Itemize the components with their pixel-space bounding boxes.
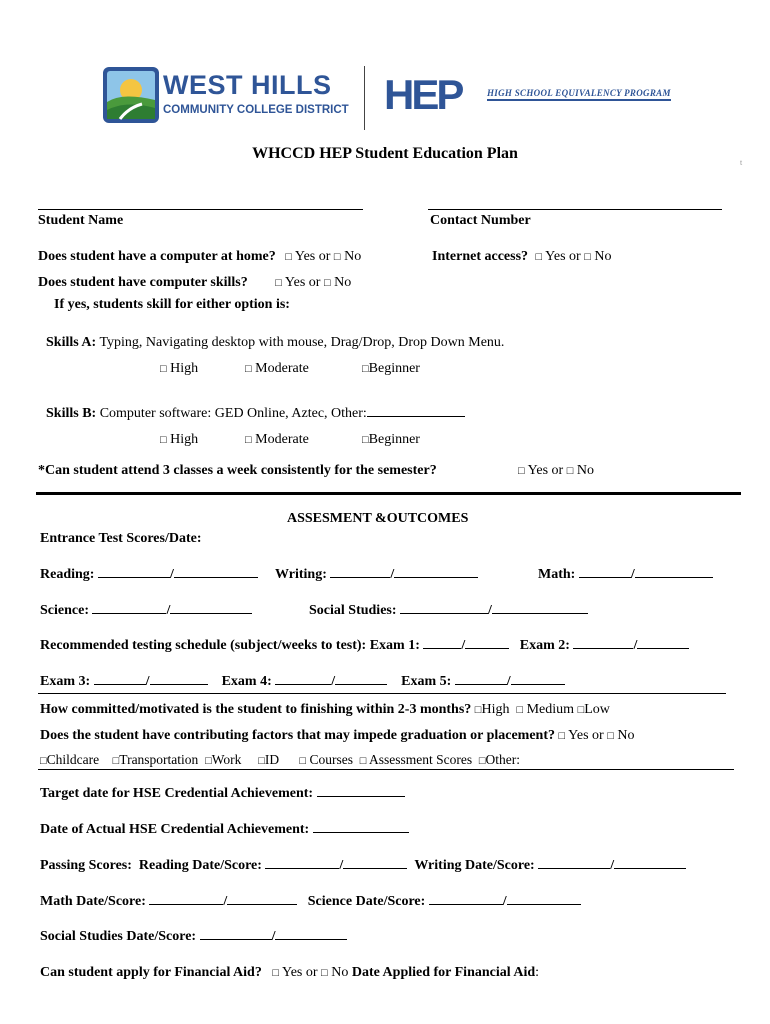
computer-home-row: [38, 249, 361, 265]
exam1-subject-field[interactable]: [423, 648, 461, 649]
writing-row: [275, 567, 478, 583]
logo-name-line2: COMMUNITY COLLEGE DISTRICT: [163, 104, 349, 116]
level-label: Low: [584, 702, 610, 717]
yes-or-label: Yes or: [527, 463, 564, 478]
skills-b-label: Skills B:: [46, 406, 97, 421]
no-label: No: [334, 275, 352, 290]
no-label: No: [576, 463, 594, 478]
level-label: High: [481, 702, 510, 717]
science-row: [40, 603, 252, 619]
science-score-field[interactable]: [92, 613, 166, 614]
hep-program-name: HIGH SCHOOL EQUIVALENCY PROGRAM: [487, 88, 671, 101]
hep-logo: HEP: [384, 71, 462, 118]
computer-home-question: Does student have a computer at home?: [38, 249, 276, 264]
rec-schedule-row: [40, 638, 689, 654]
slash: /: [488, 603, 492, 618]
entrance-label: Entrance Test Scores/Date:: [40, 531, 202, 546]
reading-row: [40, 567, 258, 583]
math-score-field[interactable]: [227, 904, 297, 905]
slash: /: [633, 638, 638, 653]
skills-a-high-option[interactable]: [160, 361, 198, 377]
committed-row: [40, 702, 610, 718]
math-score-field[interactable]: [579, 577, 631, 578]
skills-b-other-field[interactable]: [367, 416, 465, 417]
student-name-line[interactable]: [38, 209, 363, 210]
slash: /: [169, 567, 174, 582]
west-hills-logo-icon: [102, 66, 160, 124]
science-label: Science:: [40, 603, 89, 618]
checkbox[interactable]: □: [160, 434, 167, 446]
science-ds-label: Science Date/Score:: [307, 894, 426, 909]
level-label: Beginner: [368, 361, 420, 376]
writing-label: Writing:: [275, 567, 327, 582]
math-date-field[interactable]: [149, 904, 223, 905]
reading-score-field[interactable]: [343, 868, 407, 869]
factor-label: Transportation: [119, 752, 199, 767]
divider-line: [38, 769, 734, 770]
factor-label: Other:: [485, 752, 521, 767]
target-date-row: [40, 786, 405, 802]
factor-label: Assessment Scores: [369, 752, 473, 767]
checkbox-attend-yes[interactable]: □: [518, 465, 525, 477]
level-label: Moderate: [255, 432, 309, 447]
factor-label: ID: [264, 752, 280, 767]
contact-number-label: Contact Number: [430, 213, 531, 228]
slash: /: [390, 567, 395, 582]
writing-score-field[interactable]: [614, 868, 686, 869]
skills-a-text: Typing, Navigating desktop with mouse, Drag/Drop, Drop Down Menu.: [99, 335, 505, 350]
checkbox[interactable]: □: [245, 363, 252, 375]
internet-question: Internet access?: [432, 249, 529, 264]
internet-row: [432, 249, 612, 265]
checkbox-computer-no[interactable]: □: [333, 251, 341, 263]
writing-date-field[interactable]: [394, 577, 478, 578]
skills-a-beginner-option[interactable]: [362, 361, 420, 377]
skills-question: Does student have computer skills?: [38, 275, 248, 290]
skills-a-label: Skills A:: [46, 335, 97, 350]
no-label: No: [617, 728, 635, 743]
checkbox-skills-yes[interactable]: □: [275, 277, 282, 289]
exam2-subject-field[interactable]: [573, 648, 633, 649]
exam3-weeks-field[interactable]: [150, 684, 208, 685]
yes-or-label: Yes or: [545, 249, 581, 264]
slash: /: [145, 674, 150, 689]
level-label: Moderate: [255, 361, 309, 376]
social-label: Social Studies:: [309, 603, 397, 618]
reading-ds-label: Reading Date/Score:: [138, 858, 262, 873]
no-label: No: [331, 965, 349, 980]
exam-row-2: [40, 674, 565, 690]
actual-date-field[interactable]: [313, 832, 409, 833]
checkbox-computer-yes[interactable]: □: [285, 251, 292, 263]
slash: /: [166, 603, 171, 618]
attend-question: *Can student attend 3 classes a week consistently for the semester?: [38, 463, 437, 478]
checkbox-committed-high[interactable]: □: [474, 704, 482, 716]
factors-row: [40, 728, 634, 744]
exam3-label: Exam 3:: [40, 674, 91, 689]
attend-answer: [518, 463, 594, 479]
target-date-field[interactable]: [317, 796, 405, 797]
checkbox-work[interactable]: □: [205, 755, 212, 767]
level-label: High: [170, 432, 199, 447]
reading-label: Reading:: [40, 567, 95, 582]
social-date-field[interactable]: [492, 613, 588, 614]
yes-or-label: Yes or: [294, 249, 331, 264]
slash: /: [271, 929, 276, 944]
checkbox-finaid-no[interactable]: □: [321, 967, 328, 979]
exam2-label: Exam 2:: [519, 638, 570, 653]
checkbox-id[interactable]: □: [258, 755, 265, 767]
page-title: WHCCD HEP Student Education Plan: [252, 145, 518, 162]
exam5-weeks-field[interactable]: [511, 684, 565, 685]
writing-score-field[interactable]: [330, 577, 390, 578]
checkbox-attend-no[interactable]: □: [566, 465, 574, 477]
financial-aid-date-label: Date Applied for Financial Aid: [351, 965, 536, 980]
math-label: Math:: [538, 567, 576, 582]
factor-label: Work: [211, 752, 242, 767]
reading-score-field[interactable]: [98, 577, 170, 578]
checkbox-internet-no[interactable]: □: [584, 251, 591, 263]
section-title: ASSESMENT &OUTCOMES: [287, 511, 469, 526]
corner-mark: t: [740, 158, 743, 167]
passing-scores-label: Passing Scores:: [40, 858, 132, 873]
exam1-weeks-field[interactable]: [465, 648, 509, 649]
no-label: No: [594, 249, 612, 264]
actual-date-label: Date of Actual HSE Credential Achievement:: [40, 822, 310, 837]
slash: /: [223, 894, 228, 909]
factors-options: [40, 752, 520, 768]
exam1-label: Exam 1:: [369, 638, 420, 653]
checkbox-other[interactable]: □: [478, 755, 486, 767]
divider-line: [38, 693, 726, 694]
checkbox-internet-yes[interactable]: □: [535, 251, 543, 263]
social-score-field[interactable]: [275, 939, 347, 940]
skills-if-yes: If yes, students skill for either option is:: [54, 297, 290, 312]
skills-b-high-option[interactable]: [160, 432, 198, 448]
math-date-field[interactable]: [635, 577, 713, 578]
exam3-subject-field[interactable]: [94, 684, 146, 685]
factors-question: Does the student have contributing factors that may impede graduation or placement?: [40, 728, 555, 743]
slash: /: [461, 638, 466, 653]
yes-or-label: Yes or: [568, 728, 604, 743]
social-row: [309, 603, 588, 619]
skills-row: [38, 275, 351, 291]
factor-label: Courses: [309, 752, 353, 767]
social-date-field[interactable]: [200, 939, 272, 940]
no-label: No: [344, 249, 362, 264]
skills-b-text: Computer software: GED Online, Aztec, Other:: [99, 406, 367, 421]
slash: /: [630, 567, 635, 582]
level-label: Medium: [526, 702, 575, 717]
checkbox[interactable]: □: [160, 363, 167, 375]
checkbox[interactable]: □: [245, 434, 252, 446]
social-ds-label: Social Studies Date/Score:: [40, 929, 197, 944]
colon: :: [535, 965, 540, 980]
slash: /: [506, 674, 511, 689]
social-score-field[interactable]: [400, 613, 488, 614]
checkbox[interactable]: □: [362, 434, 369, 446]
math-science-row: [40, 894, 581, 910]
skills-b-row: [46, 406, 465, 422]
factor-label: Childcare: [46, 752, 100, 767]
checkbox[interactable]: □: [362, 363, 369, 375]
actual-date-row: [40, 822, 409, 838]
section-divider: [36, 492, 741, 495]
financial-aid-row: [40, 965, 539, 981]
passing-scores-row: [40, 858, 686, 874]
yes-or-label: Yes or: [282, 965, 318, 980]
skills-a-moderate-option[interactable]: [245, 361, 309, 377]
exam5-label: Exam 5:: [401, 674, 452, 689]
logo-name-line1: WEST HILLS: [163, 70, 332, 100]
slash: /: [331, 674, 336, 689]
slash: /: [502, 894, 507, 909]
science-score-field[interactable]: [507, 904, 581, 905]
exam2-weeks-field[interactable]: [637, 648, 689, 649]
checkbox-factors-yes[interactable]: □: [558, 730, 566, 742]
level-label: High: [170, 361, 199, 376]
level-label: Beginner: [368, 432, 420, 447]
slash: /: [339, 858, 344, 873]
exam4-weeks-field[interactable]: [335, 684, 387, 685]
committed-question: How committed/motivated is the student to finishing within 2-3 months?: [40, 702, 472, 717]
checkbox-factors-no[interactable]: □: [607, 730, 614, 742]
social-ds-row: [40, 929, 347, 945]
math-row: [538, 567, 713, 583]
reading-date-field[interactable]: [265, 868, 339, 869]
target-date-label: Target date for HSE Credential Achievement:: [40, 786, 314, 801]
contact-number-line[interactable]: [428, 209, 722, 210]
financial-aid-question: Can student apply for Financial Aid?: [40, 965, 262, 980]
math-ds-label: Math Date/Score:: [40, 894, 146, 909]
writing-ds-label: Writing Date/Score:: [414, 858, 535, 873]
checkbox-committed-low[interactable]: □: [577, 704, 585, 716]
checkbox-assessment-scores[interactable]: □: [359, 755, 367, 767]
science-date-field[interactable]: [429, 904, 503, 905]
science-date-field[interactable]: [170, 613, 252, 614]
checkbox-childcare[interactable]: □: [40, 755, 47, 767]
checkbox-committed-medium[interactable]: □: [516, 704, 524, 716]
logo-divider: [364, 66, 365, 130]
skills-a-row: [46, 335, 504, 351]
exam4-subject-field[interactable]: [275, 684, 331, 685]
skills-b-beginner-option[interactable]: [362, 432, 420, 448]
student-name-label: Student Name: [38, 213, 124, 228]
writing-date-field[interactable]: [538, 868, 610, 869]
slash: /: [610, 858, 615, 873]
checkbox-finaid-yes[interactable]: □: [272, 967, 280, 979]
rec-schedule-label: Recommended testing schedule (subject/weeks to test):: [40, 638, 367, 653]
reading-date-field[interactable]: [174, 577, 258, 578]
checkbox-transportation[interactable]: □: [112, 755, 120, 767]
checkbox-courses[interactable]: □: [299, 755, 307, 767]
exam4-label: Exam 4:: [221, 674, 272, 689]
skills-b-moderate-option[interactable]: [245, 432, 309, 448]
yes-or-label: Yes or: [284, 275, 321, 290]
exam5-subject-field[interactable]: [455, 684, 507, 685]
checkbox-skills-no[interactable]: □: [323, 277, 331, 289]
